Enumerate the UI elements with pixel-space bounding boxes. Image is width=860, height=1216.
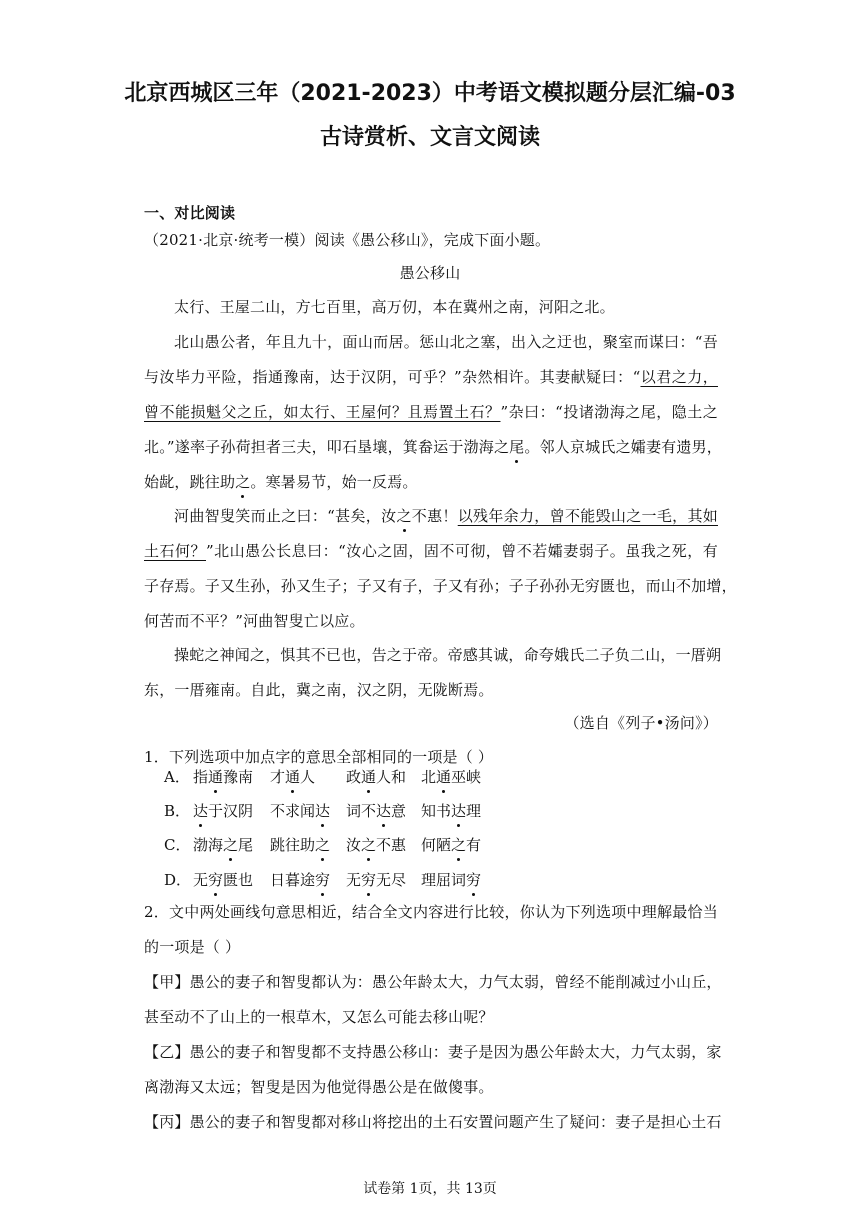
dotted-char: 达 (451, 802, 467, 820)
option-letter: B． (164, 802, 191, 820)
title-line-1: 北京西城区三年（2021-2023）中考语文模拟题分层汇编-03 (124, 81, 736, 106)
passage-p4-line1: 操蛇之神闻之，惧其不已也，告之于帝。帝感其诚，命夸娥氏二子负二山，一厝朔 (174, 646, 722, 664)
option-phrase: 词不达意 (346, 802, 407, 820)
option-phrase: 何陋之有 (421, 836, 482, 854)
option-phrase: 知书达理 (421, 802, 482, 820)
option-letter: A． (164, 768, 190, 786)
option-phrase: 理屈词穷 (421, 871, 482, 889)
dotted-char: 之 (223, 836, 239, 854)
option-phrase: 不求闻达 (270, 802, 331, 820)
passage-p3-line3: 子存焉。子又生孙，孙又生子；子又有子，子又有孙；子子孙孙无穷匮也，而山不加增， (144, 577, 737, 595)
passage-p3-line1: 河曲智叟笑而止之曰：“甚矣，汝之不惠！以残年余力，曾不能毁山之一毛，其如 (174, 507, 718, 525)
dotted-char: 之 (396, 507, 412, 525)
passage-p2-line4: 北。”遂率子孙荷担者三夫，叩石垦壤，箕畚运于渤海之尾。邻人京城氏之孀妻有遗男， (144, 438, 722, 456)
dotted-char: 穷 (466, 871, 482, 889)
passage-p3-line4: 何苦而不平？”河曲智叟亡以应。 (144, 612, 365, 630)
dotted-char: 达 (193, 802, 209, 820)
question-1-stem: 1．下列选项中加点字的意思全部相同的一项是（ ） (144, 748, 494, 766)
passage-p2-line3: 曾不能损魁父之丘，如太行、王屋何？且焉置土石？”杂曰：“投诸渤海之尾，隐土之 (144, 403, 719, 421)
section-heading: 一、对比阅读 (144, 204, 236, 222)
option-phrase: 北通巫峡 (421, 768, 482, 786)
dotted-char: 穷 (361, 871, 377, 889)
passage-p1: 太行、王屋二山，方七百里，高万仞，本在冀州之南，河阳之北。 (174, 298, 615, 316)
source-intro: （2021·北京·统考一模）阅读《愚公移山》，完成下面小题。 (144, 231, 551, 249)
underlined-sentence-1b: 曾不能损魁父之丘，如太行、王屋何？且焉置土石？ (144, 403, 501, 421)
option-jia-line1: 【甲】愚公的妻子和智叟都认为：愚公年龄太大，力气太弱，曾经不能削减过小山丘， (144, 973, 722, 991)
dotted-char: 之 (361, 836, 377, 854)
option-phrase: 无穷匮也 (193, 871, 254, 889)
option-letter: D． (164, 871, 192, 889)
dotted-char: 之 (315, 836, 331, 854)
option-phrase: 渤海之尾 (193, 836, 254, 854)
underlined-sentence-2b: 土石何？ (144, 542, 206, 560)
option-phrase: 日暮途穷 (270, 871, 331, 889)
passage-title: 愚公移山 (399, 264, 461, 282)
dotted-char: 之 (235, 473, 251, 491)
passage-p3-line2: 土石何？”北山愚公长息曰：“汝心之固，固不可彻，曾不若孀妻弱子。虽我之死，有 (144, 542, 718, 560)
dotted-char: 通 (436, 768, 452, 786)
dotted-char: 之 (451, 836, 467, 854)
passage-p2-line1: 北山愚公者，年且九十，面山而居。惩山北之塞，出入之迂也，聚室而谋曰：“吾 (174, 333, 718, 351)
option-letter: C． (164, 836, 191, 854)
underlined-sentence-1a: 以君之力， (640, 368, 718, 386)
dotted-char: 通 (285, 768, 301, 786)
option-yi-line1: 【乙】愚公的妻子和智叟都不支持愚公移山：妻子是因为愚公年龄太大，力气太弱，家 (144, 1043, 722, 1061)
underlined-sentence-2a: 以残年余力，曾不能毁山之一毛，其如 (457, 507, 718, 525)
passage-p2-line2: 与汝毕力平险，指通豫南，达于汉阴，可乎？”杂然相许。其妻献疑曰：“以君之力， (144, 368, 718, 386)
option-phrase: 指通豫南 (193, 768, 254, 786)
option-phrase: 跳往助之 (270, 836, 331, 854)
dotted-char: 穷 (315, 871, 331, 889)
dotted-char: 尾 (509, 438, 525, 456)
option-phrase: 政通人和 (346, 768, 407, 786)
question-2-stem-line1: 2．文中两处画线句意思相近，结合全文内容进行比较，你认为下列选项中理解最恰当 (144, 903, 718, 921)
page-footer: 试卷第 1页，共 13页 (363, 1181, 497, 1197)
option-phrase: 汝之不惠 (346, 836, 407, 854)
question-2-stem-line2: 的一项是（ ） (144, 938, 241, 956)
option-yi-line2: 离渤海又太远；智叟是因为他觉得愚公是在做傻事。 (144, 1078, 494, 1096)
dotted-char: 穷 (208, 871, 224, 889)
passage-p2-line5: 始龀，跳往助之。寒暑易节，始一反焉。 (144, 473, 418, 491)
dotted-char: 达 (315, 802, 331, 820)
option-bing-line1: 【丙】愚公的妻子和智叟都对移山将挖出的土石安置问题产生了疑问：妻子是担心土石 (144, 1113, 722, 1131)
option-phrase: 达于汉阴 (193, 802, 254, 820)
dotted-char: 达 (376, 802, 392, 820)
option-phrase: 无穷无尽 (346, 871, 407, 889)
option-jia-line2: 甚至动不了山上的一根草木，又怎么可能去移山呢？ (144, 1008, 494, 1026)
passage-source: （选自《列子•汤问》） (564, 714, 718, 732)
option-phrase: 才通人 (270, 768, 316, 786)
passage-p4-line2: 东，一厝雍南。自此，冀之南，汉之阴，无陇断焉。 (144, 681, 494, 699)
title-line-2: 古诗赏析、文言文阅读 (319, 125, 540, 150)
dotted-char: 通 (208, 768, 224, 786)
dotted-char: 通 (361, 768, 377, 786)
